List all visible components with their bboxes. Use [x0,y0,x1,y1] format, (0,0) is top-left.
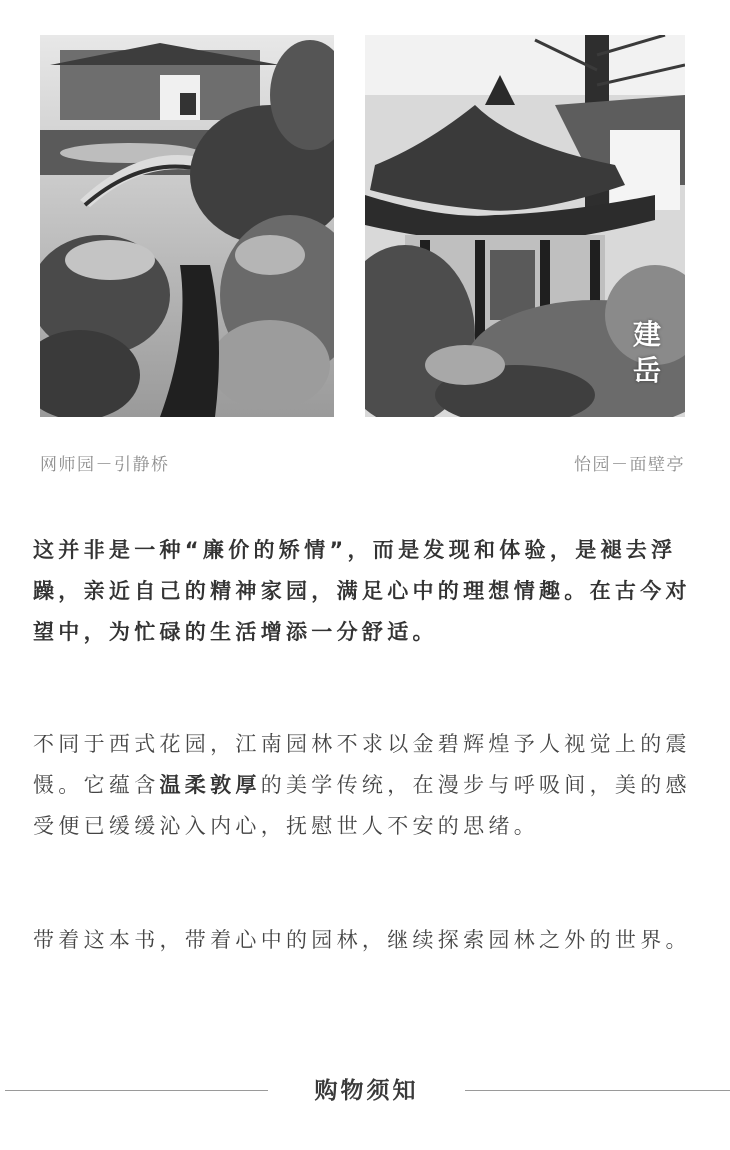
seal-char-2: 岳 [632,354,661,387]
intro-paragraph: 这并非是一种“廉价的矫情”，而是发现和体验，是褪去浮躁，亲近自己的精神家园，满足心中的理想情趣。在古今对望中，为忙碌的生活增添一分舒适。 [33,538,691,644]
divider-line-left [5,1090,268,1091]
divider-line-right [465,1090,730,1091]
pavilion-photo [365,35,685,417]
section-title: 购物须知 [314,1078,419,1104]
photo-row [40,35,685,417]
closing-paragraph: 带着这本书，带着心中的园林，继续探索园林之外的世界。 [33,928,691,952]
left-photo-caption: 网师园－引静桥 [40,455,170,475]
emphasis-text: 温柔敦厚 [159,773,261,797]
garden-bridge-photo [40,35,334,417]
paragraph-text: 不同于西式花园，江南园林不求以金碧辉煌予人视觉上的震慑。它蕴含 [33,732,691,797]
seal-char-1: 建 [632,318,661,351]
garden-bridge-illustration [40,35,334,417]
artist-seal [629,317,665,389]
paragraph-text: 的美学传统，在漫步与呼吸间，美的感受便已缓缓沁入内心，抚慰世人不安的思绪。 [33,773,691,838]
right-photo-caption: 怡园－面壁亭 [574,455,685,475]
garden-aesthetics-paragraph [33,724,693,847]
section-divider [0,1070,730,1110]
